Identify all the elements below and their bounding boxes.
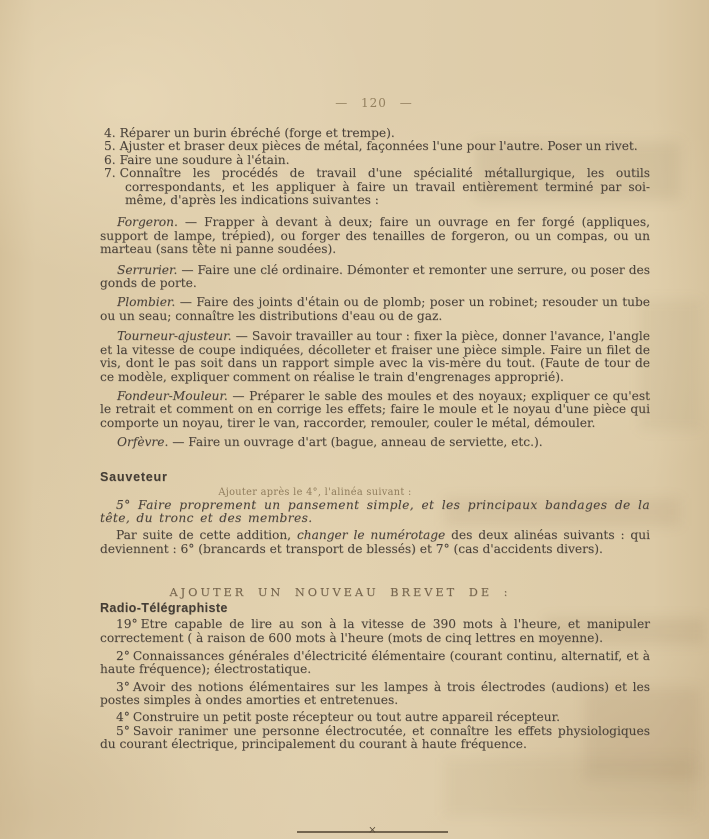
footer-rule	[297, 825, 448, 836]
section-heading-radio-telegraphiste: Radio-Télégraphiste	[100, 601, 228, 616]
paragraph-italic-text: changer le numérotage	[296, 528, 446, 543]
brevet-item	[100, 618, 650, 645]
list-item	[104, 166, 650, 208]
editorial-note: Ajouter après le 4°, l'alinéa suivant :	[218, 486, 412, 498]
trade-paragraph-forgeron	[100, 216, 650, 256]
trade-text: — Faire des joints d'étain ou de plomb; poser un robinet; resouder un tube ou un seau; connaître les distributions d'eau ou de gaz.	[100, 295, 650, 323]
trade-name: Forgeron.	[117, 215, 178, 230]
trade-paragraph-orfevre	[100, 436, 650, 449]
brevet-item	[100, 650, 650, 677]
footer-ornament: ×	[368, 825, 377, 836]
item-number: 7.	[104, 166, 116, 181]
item-number: 3°	[116, 679, 130, 694]
page-content	[100, 127, 650, 752]
item-text: Connaissances générales d'électricité élémentaire (courant continu, alternatif, et à haute fréquence); électrostatique.	[100, 648, 650, 677]
trade-name: Orfèvre.	[117, 435, 169, 450]
list-item	[104, 126, 650, 140]
trade-name: Serrurier.	[117, 262, 178, 277]
trade-text: — Faire un ouvrage d'art (bague, anneau de serviette, etc.).	[168, 435, 543, 450]
item-number: 2°	[116, 648, 130, 663]
trade-text: — Frapper à devant à deux; faire un ouvrage en fer forgé (appliques, support de lampe, trépied), ou forger des tenailles de forgeron, ou un compas, ou un marteau (sans tête ni panne soudées).	[100, 215, 650, 257]
trade-paragraph-fondeur-mouleur	[100, 390, 650, 430]
item-number: 5°	[116, 724, 130, 738]
brevet-item	[100, 725, 650, 752]
paragraph-text: des deux alinéas suivants : qui deviennent : 6° (brancards et transport de blessés) et 7° (cas d'accidents divers).	[100, 528, 650, 556]
item-number: 6.	[104, 152, 116, 167]
list-item	[104, 139, 650, 154]
item-text: Faire une soudure à l'étain.	[119, 152, 290, 167]
item-text: Connaître les procédés de travail d'une spécialité métallurgique, les outils correspondants, et les appliquer à faire un travail entièrement terminé par soi-même, d'après les indications suivantes :	[119, 166, 650, 208]
trade-text: — Préparer le sable des moules et des noyaux; expliquer ce qu'est le retrait et comment on en corrige les effets; faire le moule et le noyau d'une pièce qui comporte un noyau, tirer le van, raccorder, remouler, couler le métal, démouler.	[100, 388, 650, 430]
item-text: Savoir ranimer une personne électrocutée, et connaître les effets physiologiques du courant électrique, principalement du courant à haute fréquence.	[100, 724, 650, 752]
section-heading-sauveteur: Sauveteur	[100, 469, 168, 484]
item-text: Construire un petit poste récepteur ou tout autre appareil récepteur.	[132, 709, 560, 724]
trade-paragraph-serrurier	[100, 264, 650, 291]
renumbering-paragraph	[100, 529, 650, 556]
trade-text: — Savoir travailler au tour : fixer la pièce, donner l'avance, l'angle et la vitesse de coupe indiquées, décolleter et fraiser une pièce simple. Faire un filet de vis, dont le pas soit dans un rapport simple avec la vis-mère du tout. (Faute de tour de ce modèle, expliquer comment on réalise le train d'engrenages approprié).	[100, 329, 650, 384]
brevet-item	[100, 711, 650, 724]
bleed-through-smudge	[445, 758, 695, 816]
item-text: Réparer un burin ébréché (forge et trempe).	[119, 126, 395, 140]
trade-name: Plombier.	[117, 295, 176, 310]
paragraph-text: Par suite de cette addition,	[116, 528, 297, 543]
item-number: 4.	[104, 126, 116, 140]
list-item	[104, 152, 650, 167]
item-number: 19°	[116, 617, 138, 632]
brevet-banner: AJOUTER UN NOUVEAU BREVET DE :	[169, 586, 511, 600]
trade-text: — Faire une clé ordinaire. Démonter et remonter une serrure, ou poser des gonds de porte.	[100, 262, 650, 291]
item-number: 4°	[116, 709, 130, 724]
item-text: Etre capable de lire au son à la vitesse de 390 mots à l'heure, et manipuler correctement ( à raison de 600 mots à l'heure (mots de cinq lettres en moyenne).	[100, 617, 650, 645]
trade-paragraph-tourneur-ajusteur	[100, 330, 650, 384]
addition-paragraph: 5° Faire proprement un pansement simple, et les principaux bandages de la tête, du tronc et des membres.	[100, 497, 650, 525]
item-number: 5.	[104, 139, 116, 154]
trade-name: Fondeur-Mouleur.	[117, 388, 228, 403]
trade-paragraph-plombier	[100, 296, 650, 323]
brevet-item	[100, 681, 650, 708]
item-text: Ajuster et braser deux pièces de métal, façonnées l'une pour l'autre. Poser un rivet.	[119, 139, 638, 154]
page-number: — 120 —	[335, 96, 413, 110]
item-text: Avoir des notions élémentaires sur les lampes à trois électrodes (audions) et les postes simples à ondes amorties et entretenues.	[100, 679, 650, 708]
trade-name: Tourneur-ajusteur.	[117, 329, 232, 344]
